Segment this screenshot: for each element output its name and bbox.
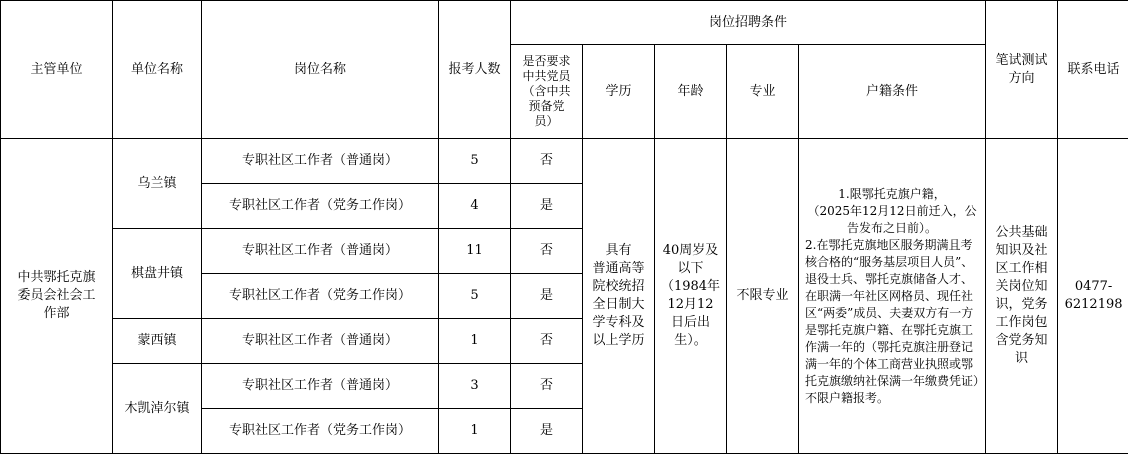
residence-line-2: （2025年12月12日前迁入，公告发布之日前）。: [807, 203, 977, 235]
party-cell: 否: [511, 229, 583, 274]
age-cell: 40周岁及 以下 （1984年 12月12 日后出 生）。: [655, 139, 727, 454]
education-cell: 具有 普通高等 院校统招 全日制大 学专科及 以上学历: [583, 139, 655, 454]
header-position: 岗位名称: [202, 1, 439, 139]
unit-cell: 乌兰镇: [113, 139, 202, 229]
position-cell: 专职社区工作者（普通岗）: [202, 319, 439, 364]
header-phone: 联系电话: [1058, 1, 1128, 139]
party-cell: 是: [511, 409, 583, 454]
header-applicants: 报考人数: [439, 1, 511, 139]
exam-cell: 公共基础 知识及社 区工作相 关岗位知 识，党务 工作岗包 含党务知 识: [986, 139, 1058, 454]
party-cell: 是: [511, 184, 583, 229]
header-exam: 笔试测试 方向: [986, 1, 1058, 139]
header-party: 是否要求 中共党员 （含中共 预备党 员）: [511, 45, 583, 139]
count-cell: 11: [439, 229, 511, 274]
header-row-group: [1, 1, 1128, 45]
residence-line-1: 1.限鄂托克旗户籍，: [838, 186, 946, 201]
count-cell: 3: [439, 364, 511, 409]
position-cell: 专职社区工作者（党务工作岗）: [202, 184, 439, 229]
residence-cell: [799, 139, 986, 454]
position-cell: 专职社区工作者（普通岗）: [202, 139, 439, 184]
count-cell: 1: [439, 319, 511, 364]
count-cell: 4: [439, 184, 511, 229]
header-unit: 单位名称: [113, 1, 202, 139]
count-cell: 1: [439, 409, 511, 454]
residence-line-3: 2.在鄂托克旗地区服务期满且考核合格的“服务基层项目人员”、退役士兵、鄂托克旗储备人才、在职满一年社区网格员、现任社区“两委”成员、夫妻双方有一方是鄂托克旗户籍、在鄂托克旗工作满一年的（鄂托克旗注册登记满一年的个体工商营业执照或鄂托克旗缴纳社保满一年缴费凭证）不限户籍报考。: [805, 237, 980, 405]
header-residence: 户籍条件: [799, 45, 986, 139]
unit-cell: 木凯淖尔镇: [113, 364, 202, 454]
header-education: 学历: [583, 45, 655, 139]
position-cell: 专职社区工作者（普通岗）: [202, 229, 439, 274]
party-cell: 否: [511, 364, 583, 409]
party-cell: 否: [511, 319, 583, 364]
unit-cell: 蒙西镇: [113, 319, 202, 364]
party-cell: 否: [511, 139, 583, 184]
header-conditions-group: 岗位招聘条件: [511, 1, 986, 45]
header-sponsor: 主管单位: [1, 1, 113, 139]
party-cell: 是: [511, 274, 583, 319]
position-cell: 专职社区工作者（党务工作岗）: [202, 274, 439, 319]
phone-cell: 0477- 6212198: [1058, 139, 1128, 454]
count-cell: 5: [439, 139, 511, 184]
position-cell: 专职社区工作者（普通岗）: [202, 364, 439, 409]
position-cell: 专职社区工作者（党务工作岗）: [202, 409, 439, 454]
count-cell: 5: [439, 274, 511, 319]
table-row: [1, 139, 1128, 184]
major-cell: 不限专业: [727, 139, 799, 454]
unit-cell: 棋盘井镇: [113, 229, 202, 319]
sponsor-cell: 中共鄂托克旗 委员会社会工 作部: [1, 139, 113, 454]
header-major: 专业: [727, 45, 799, 139]
header-age: 年龄: [655, 45, 727, 139]
